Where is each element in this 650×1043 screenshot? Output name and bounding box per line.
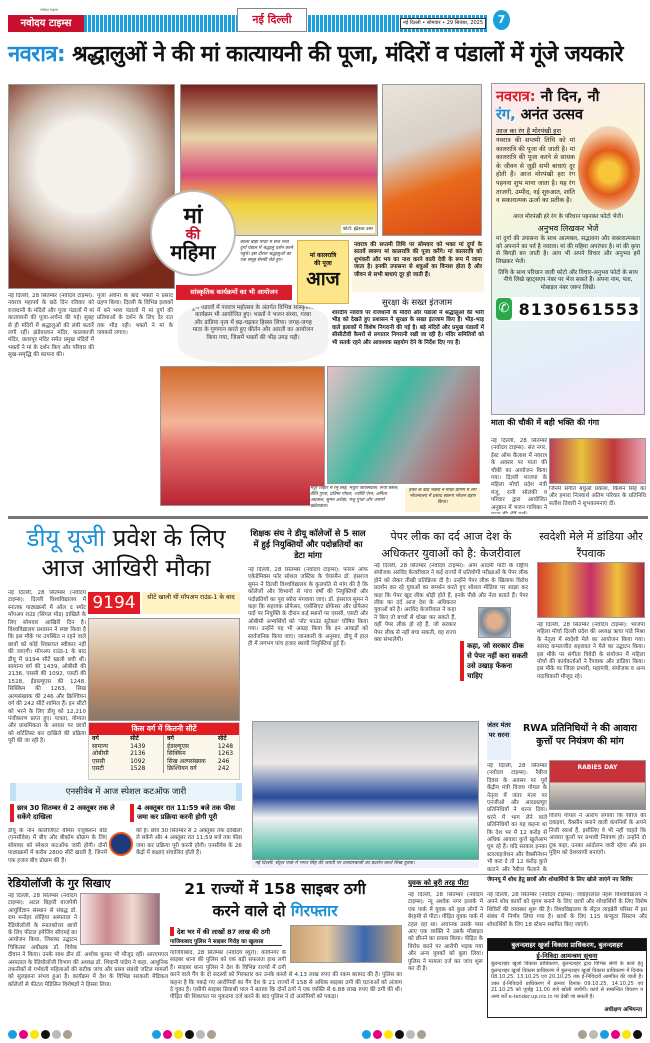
navratra-text-3: मां दुर्गा की उपासना के साथ आत्मबल, सद्भावना और सकारात्मकता को अपनाने का पर्व है नवरात्र। मां की महिमा अपरंपार है। मां की कृपा से बिगड़ी बन जाती है। आप भी अपने विचार और अनुभव हमें लिखकर भेजें। xyxy=(496,236,640,265)
badge-line: महिमा xyxy=(170,240,216,264)
kejriwal-headline: पेपर लीक का दर्द आज देश के अधिकतर युवाओं को है: केजरीवाल xyxy=(381,530,521,560)
col-header: सीटें xyxy=(130,735,139,742)
cultural-oval-text: दुर्गा पंडालों में नवरात्र महोत्सव के अंतर्गत विभिन्न सांस्कृतिक कार्यक्रम भी आयोजित हुए। भक्तों ने भजन संध्या, गरबा और डांडिया नृत्य में बढ़-चढ़कर हिस्सा लिया। जगह-जगह माता के गुणगान करते हुए कीर्तन और आरती का आयोजन किया गया, जिसमें भक्तों की भीड़ उमड़ पड़ी। xyxy=(178,302,328,364)
chauki-caption: जिनमें संगीत बंधुओं प्रकाश, किशन सिंह का और हमारा निःस्वार्थ अंतिम परिवार के प्रतिनिधि सतीश तिवारी ने शुभकामनाएं दीं। xyxy=(549,486,646,507)
ad-sign: अधीक्षण अभियन्ता xyxy=(604,1007,642,1013)
chauki-photo xyxy=(549,438,646,484)
cat: क्रिश्चियन वर्ग xyxy=(167,765,197,772)
ad-sub: ई-निविदा आमन्त्रण सूचना xyxy=(536,952,598,960)
lead-title: श्रद्धालुओं ने की मां कात्यायनी की पूजा, मंदिरों व पंडालों में गूंजे जयकारे xyxy=(72,42,623,67)
table-row xyxy=(89,758,164,766)
kejriwal-text: नई दिल्ली, 28 सितम्बर (नवोदय टाइम्स): आम आदमी पार्टी के राष्ट्रीय संयोजक अरविंद केजरीवाल ने कई राज्यों में प्रतियोगी परीक्षाओं के पेपर लीक होने को लेकर तीखी प्रतिक्रिया दी है। उन्होंने पेपर लीक के खिलाफ विरोध प्रदर्शन कर रहे युवाओं का समर्थन करते हुए सोशल मीडिया पर साझा कर कहा कि पेपर खुद लीक थोड़ी होते हैं, इनके पीछे और नेता बताते हैं। पेपर लीक का दर्द आज देश के अधिकतर युवाओं को है। अरविंद केजरीवाल ने कहा ने किए तो बच्चों से धोखा कर सकते हैं, वहीं पेपर लीक हो रहे हैं, जो सरकार पेपर लीक से नहीं बचा सकती, वह राज्य क्या संभालेगी। xyxy=(374,563,528,644)
lead-col-2: पूजा अर्चना के बाद भक्तों ने प्रसाद ग्रहण किया। दिल्ली के विभिन्न इलाकों में बने भव्य पंडालों में मां दुर्गा की प्रतिमाओं के दर्शन के लिए देर रात तक भीड़ रही। भक्तों ने मां के जयकारे लगाए। xyxy=(97,293,173,337)
kalratri-line: मां कालरात्रि xyxy=(309,252,337,259)
kalratri-line: आज xyxy=(306,268,340,290)
maa-ki-mahima-badge xyxy=(150,190,236,276)
whatsapp-strip xyxy=(496,297,640,321)
cyber-article xyxy=(170,950,402,1018)
navratra-sub: आज का रंग है मोरपंखी हरा xyxy=(496,127,561,135)
logo: नवोदय टाइम्स xyxy=(8,15,84,32)
dateline: नई दिल्ली • सोमवार • 29 सितंबर, 2025 xyxy=(400,18,486,29)
kalratri-image xyxy=(578,126,640,210)
cat: सिख अल्पसंख्यक xyxy=(167,757,206,765)
table-row xyxy=(164,743,239,751)
ncweb-bullet-1: छात्र 30 सितम्बर से 2 अक्तूबर तक ले सकेंगे दाखिला xyxy=(10,804,115,822)
gatka-photo xyxy=(252,721,479,860)
youth-text: नई दिल्ली, 28 सितम्बर (नवोदय टाइम्स): न्यू अशोक नगर इलाके में एक पार्क में युवक को कुछ लोगों ने बेरहमी से पीटा। पीड़ित युवक पार्क में टहल रहा था। अचानक उसके पास आए एक व्यक्ति ने उसके मोबाइल को छीनने का प्रयास किया। पीड़ित के विरोध करने पर आरोपी भड़क गया और अन्य युवकों को बुला लिया। पुलिस ने मामला दर्ज कर जांच शुरू कर दी है। xyxy=(408,892,483,973)
col-header: वर्ग xyxy=(167,735,174,742)
section-divider xyxy=(8,516,648,519)
rwa-headline: RWA प्रतिनिधियों ने की आवारा कुत्तों पर नियंत्रण की मांग xyxy=(522,723,638,747)
youth-headline: युवक को बुरी तरह पीटा xyxy=(408,879,469,887)
du-logo xyxy=(109,832,133,856)
print-registration-marks xyxy=(152,1024,218,1043)
cyber-text: गाजियाबाद, 28 सितम्बर (नवोदय ब्यूरो): कविनगर के साइबर थाना की पुलिस को एक बड़ी सफलता हाथ लगी है। साइबर थाना पुलिस ने देश के विभिन्न राज्यों में ठगी करने वाले गैंग के दो सदस्यों को गिरफ्तार कर उनके कब्जे से 4.13 लाख रुपए की रकम बरामद की है। पुलिस का कहना है कि पकड़े गए आरोपियों का गैंग देश के 21 राज्यों में 158 से अधिक साइबर ठगी की घटनाओं को अंजाम दे चुका है। एसीपी साइबर प्रियाश्री पाल ने बताया कि दोनों ठगों ने एक व्यक्ति से 6.88 लाख रुपए की ठगी की थी। पीड़ित की शिकायत पर मुकदमा दर्ज करने के बाद पुलिस ने दो आरोपियों को पकड़ा। xyxy=(170,950,402,1001)
table-row xyxy=(164,750,239,758)
table-row xyxy=(89,765,164,773)
seats: 1092 xyxy=(130,757,146,765)
badge-line: मां xyxy=(183,204,203,229)
print-registration-marks xyxy=(362,1024,428,1043)
women-group-photo xyxy=(160,366,325,506)
security-text: शारदीय नवरात्र पर राजधानी के मंदिरों और पंडालों में श्रद्धालुओं की भारी भीड़ को देखते हुए प्रशासन ने सुरक्षा के सख्त इंतजाम किए हैं। भीड़-भाड़ वाले इलाकों में विशेष निगरानी की गई है। बड़े मंदिरों और प्रमुख पंडालों में सीसीटीवी कैमरों से लगातार निगरानी रखी जा रही है। मंदिर समितियों को भी सतर्क रहने और आवश्यक सहयोग देने के निर्देश दिए गए हैं। xyxy=(332,310,484,346)
du-seat-text: सीटें खाली थीं मॉपअप राउंड-1 के बाद xyxy=(142,592,240,614)
seats: 1528 xyxy=(130,765,146,772)
col-header: वर्ग xyxy=(92,735,99,742)
kejriwal-photo xyxy=(478,607,511,638)
du-text: नई दिल्ली, 28 सितम्बर (नवोदय टाइम्स): दिल्ली विश्वविद्यालय में स्नातक पाठ्यक्रमों में ऑल द स्पॉट मॉपअप राउंड (सिंगल मोड) दाखिले के लिए सोमवार आखिरी दिन है। विश्वविद्यालय प्रशासन ने स्पष्ट किया है कि इस मौके पर उपस्थित न रहने वाले छात्रों को कोई शिकायत स्वीकार नहीं की जाएगी। मॉपअप राउंड-1 के बाद डीयू में 9194 सीटें खाली बची थीं। सामान्य वर्ग की 1439, ओबीसी की 2136, एससी की 1092, एसटी की 1528, ईडब्ल्यूएस की 1248, सिक्किम की 1263, सिख अल्पसंख्यक की 246 और क्रिश्चियन वर्ग की 242 सीटें शामिल हैं। इन सीटों को भरने के लिए डीयू को 12,210 पंजीकरण प्राप्त हुए। पात्रता, योग्यता और प्राथमिकता के आधार पर छात्रों को शॉर्टलिस्ट कर दाखिले की प्रक्रिया पूरी की जा रही है। xyxy=(8,590,86,745)
du-headline-2: आज आखिरी मौका xyxy=(41,554,211,582)
navratra-title-2b: अनंत उत्सव xyxy=(520,107,584,123)
ncweb-text-2: की है। छात्र 30 सितम्बर से 2 अक्तूबर तक दाखिला ले सकेंगे और 4 अक्तूबर रात 11:59 बजे तक फीस जमा कर प्रक्रिया पूरी करनी होगी। एनसीवेब के 26 केंद्रों में कक्षाएं संचालित होती हैं। xyxy=(136,828,242,857)
seats: 1439 xyxy=(130,742,146,750)
navratra-kicker: नवरात्र: xyxy=(496,89,536,105)
cat: सामान्य xyxy=(92,742,109,750)
whatsapp-number[interactable]: 8130561553 xyxy=(518,299,640,319)
chauki-headline: माता की चौकी में बही भक्ति की गंगा xyxy=(491,418,600,427)
chauki-text: नई दिल्ली, 28 सितम्बर (नवोदय टाइम्स): संत नगर, ईस्ट ऑफ कैलाश में नवरात्र के अवसर पर माता की चौकी का आयोजन किया गया। दिल्ली भाजपा के महिला मोर्चा प्रदेश मंत्री मंजू, रानी सोलंकी व परिवार द्वारा आयोजित अनुष्ठान में भजन गायिका ने xyxy=(491,438,547,511)
lead-headline xyxy=(8,42,646,67)
navratra-text-1: नवरात्र की सप्तमी तिथि को मां कालरात्रि की पूजा की जाती है। मां कालरात्रि की पूजा करने से साधक के जीवन से जुड़ी सभी बाधाएं दूर होती हैं। आज मोरपंखी हरा रंग पहनना शुभ माना जाता है। यह रंग ताजगी, उम्मीद, नई शुरुआत, शांति व सकारात्मक ऊर्जा का प्रतीक है। xyxy=(496,137,575,205)
cyber-headline-blue: गिरफ्तार xyxy=(290,902,338,920)
du-headline-1: प्रवेश के लिए xyxy=(112,524,226,552)
navratra-title xyxy=(492,84,644,124)
seat-table-body xyxy=(89,735,239,773)
rwa-text-2: विजय गोयल ने आरोप लगाया कि रैबीज की दवाइयां, वैक्सीन बनाने वाली कंपनियों के अपने निजी स्वार्थ हैं, इसीलिए वे भी नहीं चाहते कि आवारा कुत्तों पर प्रभावी नियंत्रण हो। उन्होंने दो टूक कहा, उनका आंदोलन जारी रहेगा और इस मुहिम को देशव्यापी बनाएंगे। xyxy=(549,813,646,857)
navratra-title-2a: रंग, xyxy=(496,107,516,123)
seats: 1263 xyxy=(217,750,234,757)
table-row xyxy=(89,743,164,751)
swadeshi-text: नई दिल्ली, 28 सितम्बर (नवोदय टाइम्स): भाजपा महिला मोर्चा दिल्ली प्रदेश की अध्यक्ष ऋचा पांडे मिश्रा के नेतृत्व में स्वदेशी मेले का आयोजन किया गया। सांसद कमलजीत सहरावत ने मेले का उद्घाटन किया। इस मौके पर संगीता त्रिवेदी के संयोजन में महिला मोर्चा की कार्यकर्ताओं ने रैंपवाक और डांडिया किया। इस मौके पर जिला प्रभारी, महामंत्री, संयोजक व अन्य पदाधिकारी मौजूद रहे। xyxy=(537,622,645,680)
masthead xyxy=(0,0,650,36)
cat: एससी xyxy=(92,757,105,765)
cyber-headline-1: 21 राज्यों में 158 साइबर ठगी xyxy=(184,880,366,898)
seats: 1248 xyxy=(217,742,234,750)
rwa-text: नई दिल्ली, 28 सितम्बर (नवोदय टाइम्स): रैबीज दिवस के अवसर पर पूर्व केंद्रीय मंत्री विजय गोयल के नेतृत्व में जंतर मंतर पर एनजीओ और आरडब्ल्यूए प्रतिनिधियों ने धरना दिया। धरने में भाग लेने वाले प्रतिनिधियों का यह कहना था कि देश भर में 12 करोड़ से अधिक आवारा कुत्ते खुलेआम घूम रहे हैं। यदि सरकार इनका स्टरलाइजेशन और वैक्सीनेशन भी करा दे तो 12 करोड़ कुत्ते काटने और रैबीज फैलाने के xyxy=(487,763,547,873)
du-headline xyxy=(8,523,244,583)
seats: 242 xyxy=(217,765,230,772)
lead-col-1: नई दिल्ली, 28 सितम्बर (नवोदय टाइम्स): नवरात्र महापर्व के छठे दिन रविवार को राजधानी के मंदिरों और पूजा पंडालों में मां कात्यायनी की पूजा-अर्चना की गई। सुबह से ही मंदिरों में श्रद्धालुओं की लंबी कतारें लगी रहीं। झंडेवालान मंदिर, कालकाजी मंदिर, छतरपुर मंदिर समेत प्रमुख मंदिरों में भक्तों ने मां के दर्शन किए और परिवार की सुख-समृद्धि की कामना की। xyxy=(8,293,94,359)
gatka-caption: नई दिल्ली: सेंट्रल पार्क में भगत सिंह की जयंती पर तलवारबाजी का प्रदर्शन करते सिख युवक। xyxy=(252,861,479,868)
cat: ओबीसी xyxy=(92,750,109,757)
rwa-tag: जंतर मंतर पर धरना xyxy=(487,720,511,760)
seats: 246 xyxy=(217,757,230,765)
print-registration-marks xyxy=(8,1024,74,1043)
teachers-headline: शिक्षक संघ ने डीयू कॉलेजों से 5 साल में हुई नियुक्तियों और पदोन्नतियों का डेटा मांगा xyxy=(250,528,366,560)
kalratri-text: नवरात्र की सप्तमी तिथि पर सोमवार को भक्त मां दुर्गा के सातवें स्वरूप मां कालरात्रि की पूजा करेंगे। मां कालरात्रि को शुभंकरी और भय का नाश करने वाली देवी के रूप में जाना जाता है। इनकी उपासना से शत्रुओं का विनाश होता है और जीवन से सभी बाधाएं दूर हो जाती हैं। xyxy=(352,240,484,292)
navratra-text-2: आज मोरपंखी हरे रंग के परिधान पहनकर फोटो भेजें। xyxy=(512,214,624,220)
du-headline-blue: डीयू यूजी xyxy=(26,524,106,552)
radiology-article xyxy=(8,893,168,1017)
cyber-headline-2: करने वाले दो xyxy=(212,902,286,920)
kejriwal-article xyxy=(374,563,528,719)
cat: ईडब्ल्यूएस xyxy=(167,742,189,750)
navratra-sub-2: अनुभव लिखकर भेजें xyxy=(537,224,599,234)
ncweb-bullet-2: 4 अक्तूबर रात 11:59 बजे तक फीस जमा कर प्रक्रिया करनी होगी पूरी xyxy=(130,804,245,822)
section-tab: नई दिल्ली xyxy=(237,8,307,32)
cat: एसटी xyxy=(92,765,104,772)
security-title: सुरक्षा के सख्त इंतजाम xyxy=(381,298,453,308)
jnu-text: नई दिल्ली, 28 सितम्बर (नवोदय टाइम्स): जवाहरलाल नेहरू विश्वविद्यालय ने अपने शोध कार्यों को सुगम बनाने के लिए छात्रों और शोधार्थियों के लिए विशेष शिविरों की व्यवस्था शुरू की है। विश्वविद्यालय के सेंट्रल लाइब्रेरी परिसर में इस संबंध में निर्णय लिया गया है। छात्रों के लिए 115 कंप्यूटर सिस्टम और शोधार्थियों के लिए 18 स्टेशन स्थापित किए जाएंगे। xyxy=(487,892,647,928)
radiology-photo-spacer xyxy=(77,893,168,947)
cyber-sub-2: गाजियाबाद पुलिस ने साइबर गिरोह का खुलासा xyxy=(170,937,282,946)
radiology-headline: रेडियोलॉजी के गुर सिखाए xyxy=(8,877,111,890)
print-registration-marks xyxy=(578,1024,644,1043)
rwa-photo xyxy=(549,760,646,810)
badge-line: की xyxy=(185,227,201,243)
navratra-title-1: नौ दिन, नौ xyxy=(540,89,600,105)
whatsapp-icon: ✆ xyxy=(496,298,512,320)
navratra-intro xyxy=(492,124,644,212)
bhojan-photo xyxy=(327,366,480,484)
navratra-box xyxy=(491,83,645,415)
navratra-text-4: तिथि के साथ परिधान वाली फोटो और विचार-अनुभव फोटो के साथ नीचे लिखे व्हाट्सएप नंबर पर भेज सकते हैं। अपना नाम, पता, मोबाइल नंबर जरूर लिखें। xyxy=(498,270,638,291)
women-puja-photo xyxy=(382,84,482,236)
selfie-caption: काली बाड़ी मंदिर में सजे भव्य दुर्गा पंडाल में श्रद्धालु दर्शन करने पहुंचे। इस दौरान श्रद्धालुओं का एक समूह सेल्फी लेते हुए। xyxy=(240,240,293,263)
kejriwal-figure xyxy=(460,607,528,681)
seat-table xyxy=(88,722,240,780)
tender-ad xyxy=(487,938,647,1018)
page-number: 7 xyxy=(493,10,510,30)
swadeshi-photo xyxy=(537,562,645,618)
cultural-red-bar: सांस्कृतिक कार्यक्रमों का भी आयोजन xyxy=(176,285,292,300)
durga-idol-photo xyxy=(8,84,175,289)
kalratri-line: की पूजा xyxy=(314,260,332,267)
table-row xyxy=(164,765,239,773)
cyber-photo-spacer xyxy=(286,950,402,965)
masthead-tagline: नवोदय टाइम्स xyxy=(40,8,58,12)
seat-table-right xyxy=(164,735,239,773)
col-header: सीटें xyxy=(217,735,227,742)
cyber-headline xyxy=(168,878,382,922)
kalratri-box xyxy=(297,240,349,304)
seat-table-title: किस वर्ग में कितनी सीटें xyxy=(89,723,239,735)
ad-text: बुलन्दशहर खुर्जा विकास प्राधिकरण, बुलन्दशहर द्वारा विभिन्न श्रेणी के कार्य हेतु बुलन्दशहर खुर्जा विकास प्राधिकरण में बुलन्दशहर खुर्जा विकास प्राधिकरण में दिनांक 08.10.25, 13.10.25 एवं 20.10.25 तक ई-निविदायें आमंत्रित की जाती हैं। उक्त ई-निविदायें प्राधिकरण में क्रमशः दिनांक 09.10.25, 14.10.25 एवं 21.10.25 को पूर्वाह्न 11.00 बजे खोली जायेंगी। कार्य से सम्बन्धित विवरण व अन्य शर्तें e-tender.up.nic.in पर देखी जा सकती हैं। xyxy=(491,961,643,1000)
teachers-text: नई दिल्ली, 28 सितम्बर (नवोदय टाइम्स): फोरम ऑफ एकेडेमिक्स फॉर सोशल जस्टिस के चेयरमैन डॉ. हंसराज सुमन ने दिल्ली विश्वविद्यालय के कुलपति से मांग की है कि कॉलेजों और विभागों से पांच वर्षों की नियुक्तियों और पदोन्नतियों का पूरा ब्योरा मंगवाया जाए। डॉ. हंसराज सुमन ने कहा कि सहायक प्रोफेसर, एसोसिएट प्रोफेसर और प्रोफेसर पदों पर नियुक्ति के दौरान कई स्थानों पर एससी, एसटी और ओबीसी अभ्यर्थियों को 'नॉट फाउंड सूटेबल' घोषित किया गया। उन्होंने यह भी आग्रह किया कि इन आंकड़ों को सार्वजनिक किया जाए। जानकारी के अनुसार, डीयू में हाल ही में लगभग पांच हजार स्थायी नियुक्तियां हुई हैं। xyxy=(248,567,368,648)
table-row xyxy=(89,750,164,758)
kejriwal-quote: कहा, जो सरकार ठीक से पेपर नहीं करा सकती उसे उखाड़ फेंकना चाहिए xyxy=(460,641,528,681)
table-row xyxy=(164,758,239,766)
rabies-banner: RABIES DAY xyxy=(577,764,618,771)
ncweb-banner: एनसीवेब में आज स्पेशल कटऑफ जारी xyxy=(10,783,242,801)
swadeshi-headline: स्वदेशी मेले में डांडिया और रैंपवाक xyxy=(539,530,643,560)
radiology-text: नई दिल्ली, 28 सितम्बर (नवोदय टाइम्स): अटल बिहारी वाजपेयी आयुर्विज्ञान संस्थान से संबद्ध डॉ. राम मनोहर लोहिया अस्पताल ने रेडियोलॉजी के स्नातकोत्तर छात्रों के लिए फीटल इमेजिंग सीएमई का आयोजन किया, जिसका उद्घाटन चिकित्सा अधीक्षक डॉ. विवेक दीवान ने किया। उनके साथ डीन डॉ. अशोक कुमार भी मौजूद रहीं। आरएमएल अस्पताल के रेडियोलॉजी विभाग की अध्यक्ष डॉ. शिवानी पांडेय ने कहा, आधुनिक तकनीकों से गर्भवती महिलाओं की सटीक जांच और प्रसव संबंधी जटिल मामलों को सुलझाना संभव हुआ है। कार्यक्रम में देश के विभिन्न सरकारी मेडिकल कॉलेजों से फीटल मेडिसिन विशेषज्ञों ने हिस्सा लिया। xyxy=(8,893,168,988)
ncweb-text-1: डीयू के नॉन कॉलेजिएट वीमेंस एजुकेशन बोर्ड (एनसीवेब) में बीए और बीकॉम प्रोग्राम के लिए सोमवार को स्पेशल कटऑफ जारी होगी। दोनों पाठ्यक्रमों में करीब 2800 सीटें खाली हैं, जिनमें एक हजार बीए प्रोग्राम की हैं। xyxy=(8,828,107,864)
ad-title: बुलन्दशहर खुर्जा विकास प्राधिकरण, बुलन्दशहर xyxy=(488,939,646,951)
seats: 2136 xyxy=(130,750,146,757)
cat: सिक्किम xyxy=(167,750,186,757)
seat-table-left xyxy=(89,735,164,773)
jnu-headline: जेएनयू में शोध हेतु छात्रों और शोधार्थियों के लिए खोले जाएंगे नए शिविर xyxy=(487,877,633,883)
group-caption: मयूर विहार में रेनू सिंह, मधुरी जायसवाल, रूपा बंसल, प्रीति गुप्ता, प्रतिमा गोयल, ज्योति ऐरन, अनिता अग्रवाल, सुमन अरोड़ा, मंजू गुप्ता और अपर्णा खंडेलवाल। xyxy=(310,486,400,516)
cyber-sub-1: देश भर में की लाखों 87 लाख की ठगी xyxy=(170,927,282,936)
lead-kicker: नवरात्र: xyxy=(8,42,66,67)
du-seat-count: 9194 xyxy=(88,592,140,614)
section-divider-2 xyxy=(8,874,648,875)
bhojan-caption: हवन के बाद भक्तों ने मंदिर प्रांगण में लगे भोजनालय में प्रसाद स्वरूप भोजन ग्रहण किया। xyxy=(405,488,480,512)
photo-credit: फोटो: इंद्रेश्वर उमर xyxy=(342,227,373,232)
du-building-photo xyxy=(88,618,240,721)
